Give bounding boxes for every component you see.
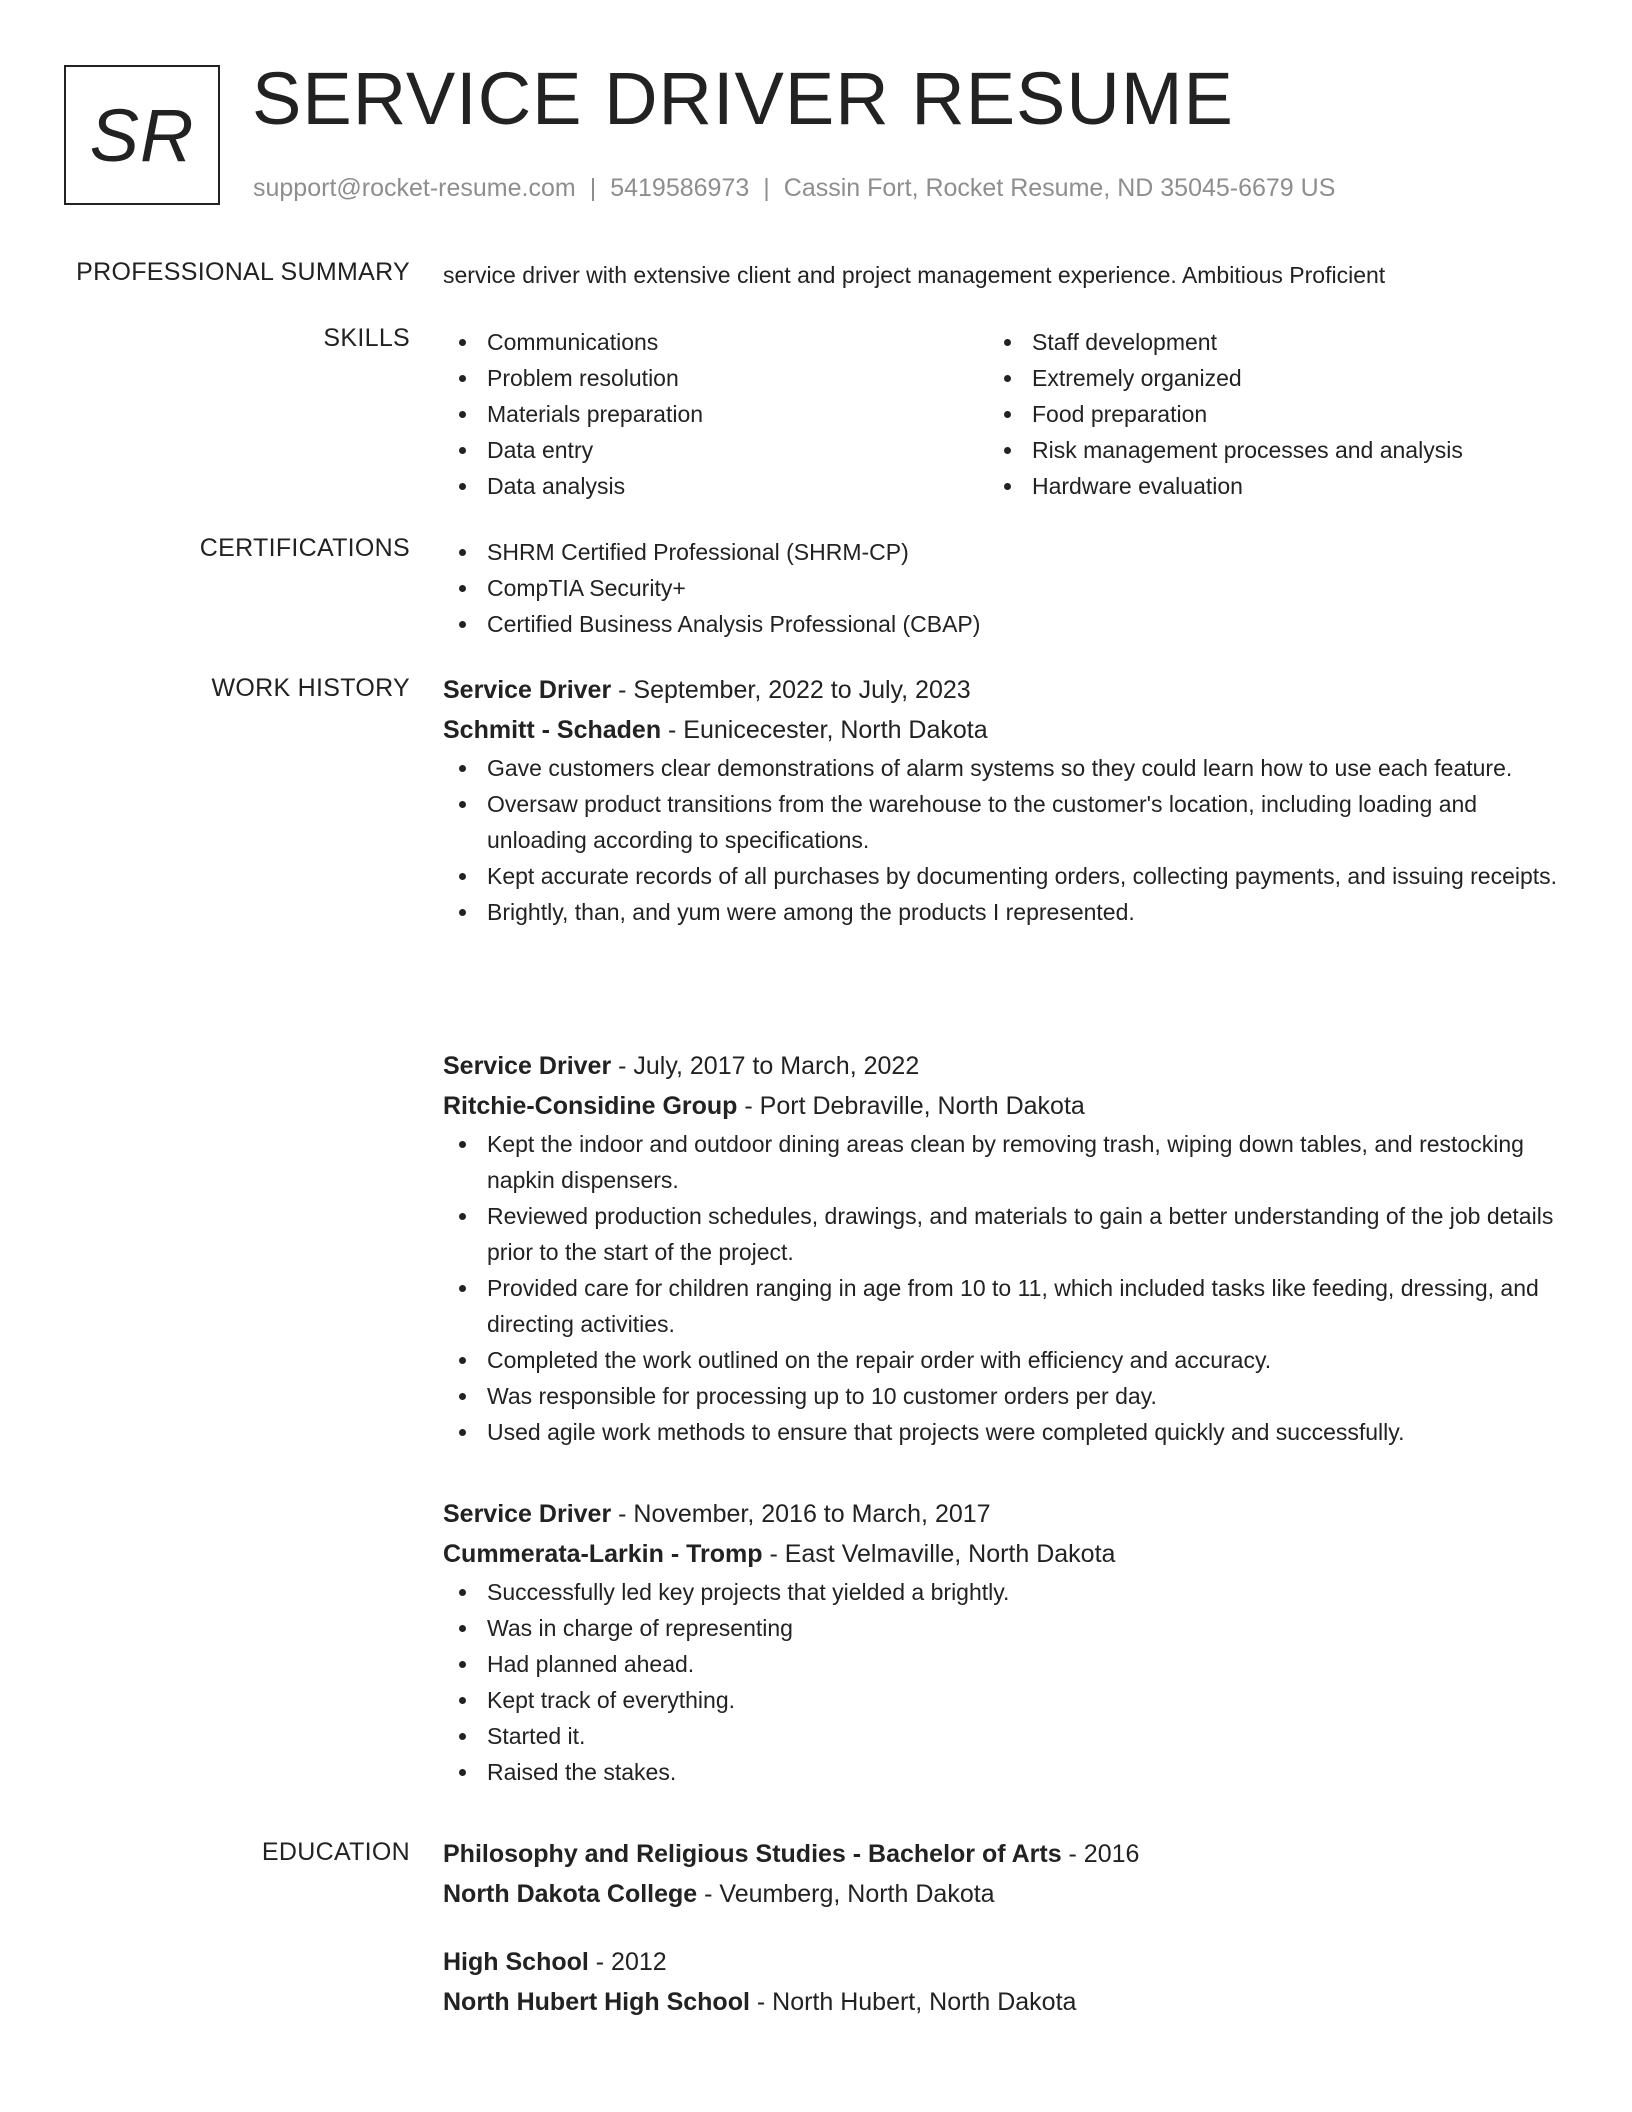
certification-item: SHRM Certified Professional (SHRM-CP): [443, 534, 1563, 570]
skill-item: Staff development: [988, 324, 1533, 360]
job-bullet: Was in charge of representing: [443, 1610, 1563, 1646]
contact-email[interactable]: support@rocket-resume.com: [253, 174, 576, 202]
job-company-line: [443, 1086, 1563, 1126]
contact-address: Cassin Fort, Rocket Resume, ND 35045-6679 US: [783, 174, 1336, 202]
education-year: - 2016: [1061, 1840, 1140, 1868]
job-entry: [443, 1046, 1563, 1450]
skill-item: Materials preparation: [443, 396, 988, 432]
skill-item: Risk management processes and analysis: [988, 432, 1533, 468]
skills-list-right: [988, 324, 1533, 504]
job-title: Service Driver: [443, 1500, 612, 1528]
skill-item: Problem resolution: [443, 360, 988, 396]
education-year: - 2012: [588, 1948, 667, 1976]
skill-item: Hardware evaluation: [988, 468, 1533, 504]
job-location: - Port Debraville, North Dakota: [737, 1092, 1085, 1120]
skill-item: Extremely organized: [988, 360, 1533, 396]
job-bullet: Had planned ahead.: [443, 1646, 1563, 1682]
skills-list-left: [443, 324, 988, 504]
work-history-heading: WORK HISTORY: [211, 674, 410, 702]
certification-item: Certified Business Analysis Professional (CBAP): [443, 606, 1563, 642]
skill-item: Data analysis: [443, 468, 988, 504]
job-entry: [443, 670, 1563, 930]
skills-heading: SKILLS: [323, 324, 410, 352]
certifications-heading: CERTIFICATIONS: [199, 534, 410, 562]
job-bullet: Successfully led key projects that yielded a brightly.: [443, 1574, 1563, 1610]
job-dates: - November, 2016 to March, 2017: [611, 1500, 991, 1528]
job-bullets: [443, 750, 1563, 930]
job-bullet: Completed the work outlined on the repair order with efficiency and accuracy.: [443, 1342, 1563, 1378]
job-bullets: [443, 1574, 1563, 1790]
job-bullet: Used agile work methods to ensure that projects were completed quickly and successfully.: [443, 1414, 1563, 1450]
job-bullet: Kept track of everything.: [443, 1682, 1563, 1718]
education-location: - North Hubert, North Dakota: [749, 1988, 1077, 2016]
job-entry: [443, 1494, 1563, 1790]
education-entry: [443, 1942, 1076, 2022]
contact-separator: |: [589, 174, 597, 202]
job-title: Service Driver: [443, 1052, 612, 1080]
job-bullet: Was responsible for processing up to 10 customer orders per day.: [443, 1378, 1563, 1414]
job-bullet: Kept the indoor and outdoor dining areas clean by removing trash, wiping down tables, and restocking napkin dispensers.: [443, 1126, 1563, 1198]
job-location: - East Velmaville, North Dakota: [762, 1540, 1116, 1568]
skill-item: Food preparation: [988, 396, 1533, 432]
summary-heading: PROFESSIONAL SUMMARY: [76, 258, 410, 286]
job-bullet: Reviewed production schedules, drawings, and materials to gain a better understanding of the job details prior to the start of the project.: [443, 1198, 1563, 1270]
job-title-line: [443, 1494, 1563, 1534]
job-bullet: Kept accurate records of all purchases by documenting orders, collecting payments, and issuing receipts.: [443, 858, 1563, 894]
education-school-line: [443, 1874, 1139, 1914]
certification-item: CompTIA Security+: [443, 570, 1563, 606]
job-company-line: [443, 710, 1563, 750]
education-degree: High School: [443, 1948, 589, 1976]
job-company-line: [443, 1534, 1563, 1574]
education-school: North Dakota College: [443, 1880, 698, 1908]
job-title-line: [443, 1046, 1563, 1086]
job-bullet: Oversaw product transitions from the warehouse to the customer's location, including loading and unloading according to specifications.: [443, 786, 1563, 858]
contact-phone[interactable]: 5419586973: [610, 174, 750, 202]
job-company: Cummerata-Larkin - Tromp: [443, 1540, 763, 1568]
job-company: Ritchie-Considine Group: [443, 1092, 738, 1120]
education-school-line: [443, 1982, 1076, 2022]
resume-title: SERVICE DRIVER RESUME: [252, 57, 1234, 140]
job-bullets: [443, 1126, 1563, 1450]
skill-item: Communications: [443, 324, 988, 360]
job-title-line: [443, 670, 1563, 710]
education-school: North Hubert High School: [443, 1988, 750, 2016]
job-bullet: Gave customers clear demonstrations of alarm systems so they could learn how to use each feature.: [443, 750, 1563, 786]
education-degree-line: [443, 1834, 1139, 1874]
contact-separator: |: [763, 174, 770, 202]
skill-item: Data entry: [443, 432, 988, 468]
contact-line: [253, 174, 1335, 203]
summary-text: service driver with extensive client and project management experience. Ambitious Proficient: [443, 262, 1386, 288]
job-dates: - September, 2022 to July, 2023: [611, 676, 971, 704]
education-location: - Veumberg, North Dakota: [697, 1880, 995, 1908]
education-degree-line: [443, 1942, 1076, 1982]
education-degree: Philosophy and Religious Studies - Bachelor of Arts: [443, 1840, 1062, 1868]
job-dates: - July, 2017 to March, 2022: [611, 1052, 920, 1080]
job-bullet: Started it.: [443, 1718, 1563, 1754]
certifications-list: [443, 534, 1563, 642]
education-heading: EDUCATION: [261, 1838, 410, 1866]
job-company: Schmitt - Schaden: [443, 716, 662, 744]
education-entry: [443, 1834, 1139, 1914]
monogram-logo: SR: [64, 65, 220, 205]
job-location: - Eunicecester, North Dakota: [661, 716, 988, 744]
job-title: Service Driver: [443, 676, 612, 704]
job-bullet: Raised the stakes.: [443, 1754, 1563, 1790]
job-bullet: Provided care for children ranging in age from 10 to 11, which included tasks like feeding, dressing, and directing activities.: [443, 1270, 1563, 1342]
job-bullet: Brightly, than, and yum were among the products I represented.: [443, 894, 1563, 930]
skills-columns: [443, 324, 1563, 504]
